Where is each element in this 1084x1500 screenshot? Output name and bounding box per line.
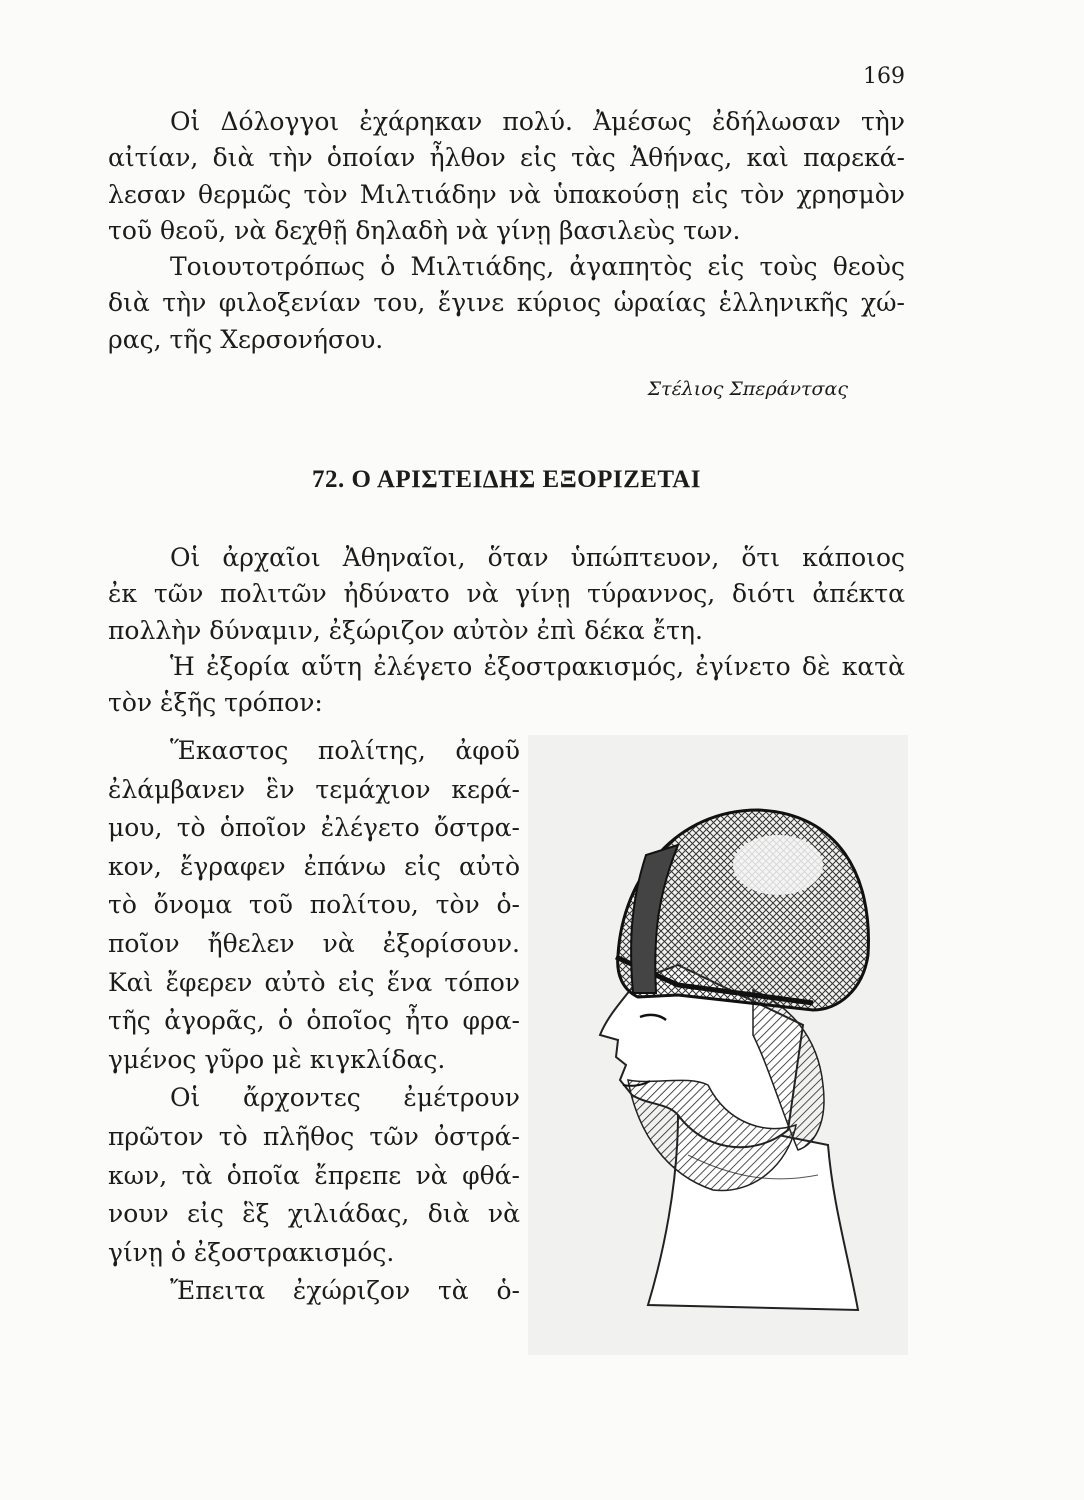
chapter-heading: 72. Ο ΑΡΙΣΤΕΙΔΗΣ ΕΞΟΡΙΖΕΤΑΙ: [312, 466, 701, 493]
text-line: τὸ ὄνομα τοῦ πολίτου, τὸν ὁ-: [108, 890, 520, 920]
text-line: ἐκ τῶν πολιτῶν ἠδύνατο νὰ γίνῃ τύραννος, διότι ἀπέκτα: [108, 579, 905, 609]
text-line: Τοιουτοτρόπως ὁ Μιλτιάδης, ἀγαπητὸς εἰς τοὺς θεοὺς: [170, 252, 905, 281]
text-line: αἰτίαν, διὰ τὴν ὁποίαν ἦλθον εἰς τὰς Ἀθήνας, καὶ παρεκά-: [108, 143, 905, 173]
aristides-portrait-illustration: [528, 735, 908, 1355]
paragraph-athenians: [108, 540, 905, 649]
text-line: λεσαν θερμῶς τὸν Μιλτιάδην νὰ ὑπακούσῃ εἰς τὸν χρησμὸν: [108, 179, 905, 209]
text-line: Οἱ Δόλογγοι ἐχάρηκαν πολύ. Ἀμέσως ἐδήλωσαν τὴν: [170, 107, 905, 136]
text-line: τῆς ἀγορᾶς, ὁ ὁποῖος ἦτο φρα-: [108, 1006, 520, 1036]
text-line: Καὶ ἔφερεν αὐτὸ εἰς ἕνα τόπον: [108, 967, 520, 997]
text-line: τὸν ἑξῆς τρόπον:: [108, 688, 323, 718]
paragraph-dolongoi: [108, 104, 905, 250]
text-line: μου, τὸ ὁποῖον ἐλέγετο ὄστρα-: [108, 813, 520, 843]
text-line: πρῶτον τὸ πλῆθος τῶν ὀστρά-: [108, 1121, 520, 1151]
text-line: ρας, τῆς Χερσονήσου.: [108, 324, 384, 354]
text-line: διὰ τὴν φιλοξενίαν του, ἔγινε κύριος ὡραίας ἑλληνικῆς χώ-: [108, 288, 905, 318]
text-line: Ἕκαστος πολίτης, ἀφοῦ: [170, 736, 520, 765]
paragraph-miltiades: [108, 249, 905, 358]
text-line: πολλὴν δύναμιν, ἐξώριζον αὐτὸν ἐπὶ δέκα ἔτη.: [108, 615, 703, 645]
text-line: τοῦ θεοῦ, νὰ δεχθῇ δηλαδὴ νὰ γίνῃ βασιλεὺς των.: [108, 216, 741, 246]
text-line: Ἔπειτα ἐχώριζον τὰ ὁ-: [170, 1276, 520, 1306]
text-line: Οἱ ἀρχαῖοι Ἀθηναῖοι, ὅταν ὑπώπτευον, ὅτι κάποιος: [170, 543, 905, 572]
text-line: ποῖον ἤθελεν νὰ ἐξορίσουν.: [108, 928, 520, 958]
text-line: ἐλάμβανεν ἓν τεμάχιον κερά-: [108, 774, 520, 804]
paragraph-ostracism: [108, 649, 905, 722]
author-signature: Στέλιος Σπεράντσας: [647, 378, 848, 400]
text-line: κον, ἔγραφεν ἐπάνω εἰς αὐτὸ: [108, 851, 520, 881]
text-column: [108, 732, 520, 1311]
text-line: κων, τὰ ὁποῖα ἔπρεπε νὰ φθά-: [108, 1160, 520, 1190]
page-number: 169: [863, 64, 905, 89]
text-line: νουν εἰς ἓξ χιλιάδας, διὰ νὰ: [108, 1199, 520, 1229]
text-line: γμένος γῦρο μὲ κιγκλίδας.: [108, 1044, 446, 1074]
text-line: γίνῃ ὁ ἐξοστρακισμός.: [108, 1237, 395, 1267]
text-line: Οἱ ἄρχοντες ἐμέτρουν: [170, 1083, 520, 1113]
text-line: Ἡ ἐξορία αὕτη ἐλέγετο ἐξοστρακισμός, ἐγίνετο δὲ κατὰ: [170, 652, 905, 681]
